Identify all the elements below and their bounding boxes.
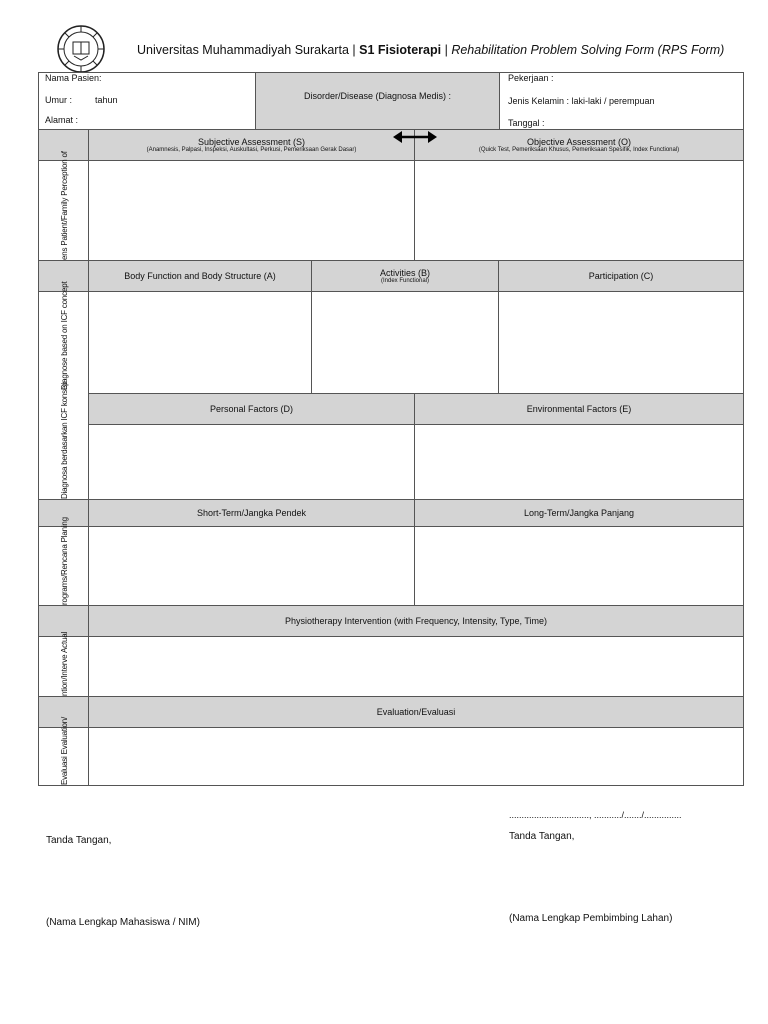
umur-label: Umur : xyxy=(45,95,72,105)
alamat-label: Alamat : xyxy=(45,115,79,125)
umur-unit: tahun xyxy=(95,95,118,105)
subjective-subtitle: (Anamnesis, Palpasi, Inspeksi, Auskultasi, Perkusi, Pemeriksaan Gerak Dasar) xyxy=(146,147,357,153)
program-name: S1 Fisioterapi xyxy=(359,43,442,57)
evaluation-side-label: Evaluasi Evaluation/ xyxy=(60,716,69,785)
activities-area[interactable] xyxy=(311,291,499,394)
activities-header xyxy=(311,260,499,292)
evaluation-header xyxy=(88,696,744,728)
form-title: Rehabilitation Problem Solving Form (RPS Form) xyxy=(451,43,725,57)
body-function-header xyxy=(88,260,312,292)
objective-area[interactable] xyxy=(414,160,744,261)
activities-title: Activities (B) xyxy=(379,268,430,278)
right-signature-name: (Nama Lengkap Pembimbing Lahan) xyxy=(509,913,673,924)
icf-side-label-english: Diagnose based on ICF concept xyxy=(60,281,69,390)
perception-side-label: ens Patient/Family Perception of xyxy=(60,151,69,260)
tanggal-label: Tanggal : xyxy=(508,118,545,128)
environmental-factors-area[interactable] xyxy=(414,424,744,500)
disorder-cell xyxy=(255,72,500,130)
subjective-title: Subjective Assessment (S) xyxy=(197,137,306,147)
planning-side-label: rograms/Rencana Planing xyxy=(60,517,69,605)
intervention-header xyxy=(88,605,744,637)
date-line: ................................, .........../......./............... xyxy=(509,810,682,820)
page-title: Universitas Muhammadiyah Surakarta | S1 Fisioterapi | Rehabilitation Problem Solving Form (RPS Form) xyxy=(137,43,725,57)
environmental-factors-title: Environmental Factors (E) xyxy=(526,404,632,414)
short-term-header xyxy=(88,499,415,527)
icf-side-cell xyxy=(38,281,89,500)
subjective-area[interactable] xyxy=(88,160,415,261)
intervention-title: Physiotherapy Intervention (with Frequency, Intensity, Type, Time) xyxy=(284,616,548,626)
body-function-title: Body Function and Body Structure (A) xyxy=(124,271,276,281)
objective-header xyxy=(414,129,744,161)
job-info-cell xyxy=(499,72,744,130)
double-arrow-icon xyxy=(393,130,437,149)
planning-side-cell xyxy=(38,517,89,606)
personal-factors-header xyxy=(88,393,415,425)
participation-title: Participation (C) xyxy=(588,271,654,281)
left-signature-label: Tanda Tangan, xyxy=(46,835,112,846)
long-term-title: Long-Term/Jangka Panjang xyxy=(523,508,635,518)
intervention-area[interactable] xyxy=(88,636,744,697)
short-term-area[interactable] xyxy=(88,526,415,606)
short-term-title: Short-Term/Jangka Pendek xyxy=(196,508,307,518)
participation-header xyxy=(498,260,744,292)
jenis-kelamin-label: Jenis Kelamin : laki-laki / perempuan xyxy=(508,96,655,106)
personal-factors-title: Personal Factors (D) xyxy=(209,404,294,414)
activities-subtitle: (Index Functional) xyxy=(380,278,430,284)
personal-factors-area[interactable] xyxy=(88,424,415,500)
long-term-area[interactable] xyxy=(414,526,744,606)
right-signature-label: Tanda Tangan, xyxy=(509,831,575,842)
subjective-header xyxy=(88,129,415,161)
university-logo xyxy=(56,24,106,74)
long-term-header xyxy=(414,499,744,527)
nama-pasien-label: Nama Pasien: xyxy=(45,73,102,83)
participation-area[interactable] xyxy=(498,291,744,394)
objective-subtitle: (Quick Test, Pemeriksaan Khusus, Pemeriksaan Spesifik, Index Functional) xyxy=(478,147,680,153)
evaluation-title: Evaluation/Evaluasi xyxy=(376,707,456,717)
pekerjaan-label: Pekerjaan : xyxy=(508,73,554,83)
body-function-area[interactable] xyxy=(88,291,312,394)
perception-side-cell xyxy=(38,151,89,261)
objective-title: Objective Assessment (O) xyxy=(526,137,632,147)
icf-side-label-indonesian: Diagnosa berdasarkan ICF konsep xyxy=(60,381,69,499)
disorder-label: Disorder/Disease (Diagnosa Medis) : xyxy=(303,91,452,101)
intervention-side-label: ntion/Interve Actual xyxy=(60,631,69,696)
environmental-factors-header xyxy=(414,393,744,425)
evaluation-side-cell xyxy=(38,716,89,786)
patient-info-cell xyxy=(38,72,256,130)
left-signature-name: (Nama Lengkap Mahasiswa / NIM) xyxy=(46,917,200,928)
intervention-side-cell xyxy=(38,631,89,697)
evaluation-area[interactable] xyxy=(88,727,744,786)
